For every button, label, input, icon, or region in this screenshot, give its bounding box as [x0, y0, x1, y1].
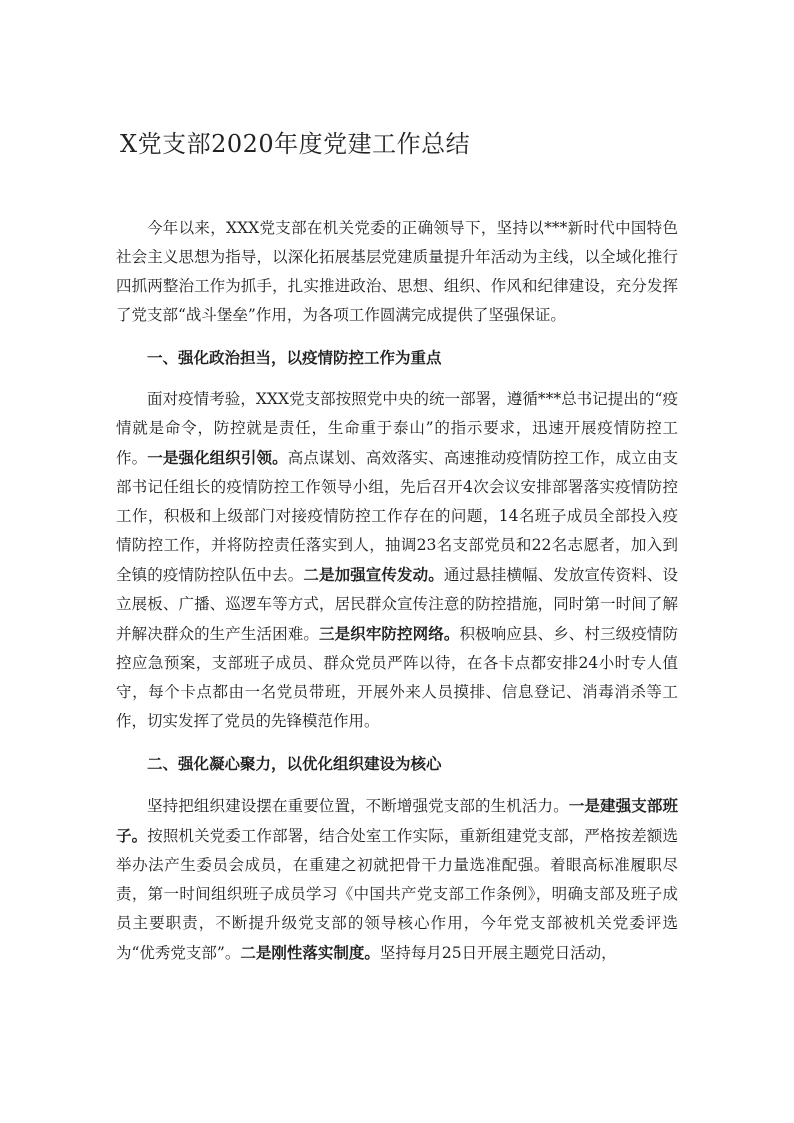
section-1-text-3: 通过悬挂横幅、发放宣传资料、设立展板、广播、巡逻车等方式，居民群众宣传注意的防控措施，同时第一时间了解并解决群众的生产生活困难。: [116, 566, 678, 643]
section-2-emphasis-2: 二是刚性落实制度。: [240, 943, 380, 962]
section-1-text-4: 积极响应县、乡、村三级疫情防控应急预案，支部班子成员、群众党员严阵以待，在各卡点都安排24小时专人值守，每个卡点都由一名党员带班，开展外来人员摸排、信息登记、消毒消杀等工作，切实发挥了党员的先锋模范作用。: [116, 625, 678, 730]
section-2-text-2: 按照机关党委工作部署，结合处室工作实际，重新组建党支部，严格按差额选举办法产生委员会成员，在重建之初就把骨干力量选准配强。着眼高标准履职尽责，第一时间组织班子成员学习《中国共产党支部工作条例》，明确支部及班子成员主要职责，不断提升级党支部的领导核心作用，今年党支部被机关党委评选为“优秀党支部”。: [116, 827, 678, 962]
section-1-text-1: 面对疫情考验，XXX党支部按照党中央的统一部署，遵循***总书记提出的“疫情就是命令，防控就是责任，生命重于泰山”的指示要求，迅速开展疫情防控工作。: [116, 390, 678, 467]
section-2-text-3: 坚持每月25日开展主题党日活动，: [379, 944, 617, 962]
section-1-emphasis-3: 三是织牢防控网络。: [318, 624, 460, 643]
section-1-emphasis-1: 一是强化组织引领。: [147, 448, 288, 467]
section-1-emphasis-2: 二是加强宣传发动。: [303, 565, 444, 584]
section-1-text-2: 高点谋划、高效落实、高速推动疫情防控工作，成立由支部书记任组长的疫情防控工作领导小组，先后召开4次会议安排部署落实疫情防控工作，积极和上级部门对接疫情防控工作存在的问题，14名班子成员全部投入疫情防控工作，并将防控责任落实到人，抽调23名支部党员和22名志愿者，加入到全镇的疫情防控队伍中去。: [116, 449, 678, 584]
document-title: X党支部2020年度党建工作总结: [120, 130, 471, 158]
section-1-paragraph: [116, 385, 678, 736]
section-2-heading: 二、强化凝心聚力，以优化组织建设为核心: [147, 755, 442, 773]
document-body: [116, 214, 678, 968]
section-2-emphasis-1: 一是建强支部班子。: [116, 796, 678, 845]
section-2-paragraph: [116, 791, 678, 968]
intro-paragraph: 今年以来，XXX党支部在机关党委的正确领导下，坚持以***新时代中国特色社会主义思想为指导，以深化拓展基层党建质量提升年活动为主线，以全域化推行四抓两整治工作为抓手，扎实推进政治、思想、组织、作风和纪律建设，充分发挥了党支部“战斗堡垒”作用，为各项工作圆满完成提供了坚强保证。: [116, 219, 678, 324]
section-1-heading: 一、强化政治担当，以疫情防控工作为重点: [147, 349, 442, 367]
section-2-text-1: 坚持把组织建设摆在重要位置，不断增强党支部的生机活力。: [147, 797, 569, 815]
